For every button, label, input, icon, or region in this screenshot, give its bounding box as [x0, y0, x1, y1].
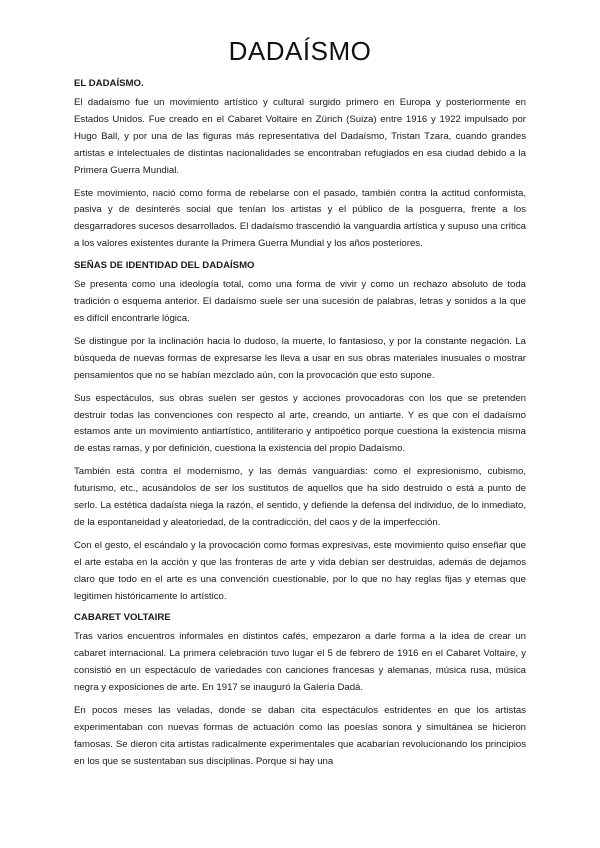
paragraph: Este movimiento, nació como forma de rebelarse con el pasado, también contra la actitud conformista, pasiva y de desinterés social que tenían los artistas y el público de la posguerra, frente a los desgarradores sucesos desarrollados. El dadaísmo trascendió la vanguardia artística y supuso una crítica a los valores existentes durante la Primera Guerra Mundial y los años posteriores.: [74, 187, 526, 250]
paragraph: También está contra el modernismo, y las demás vanguardias: como el expresionismo, cubismo, futurismo, etc., acusándolos de ser los sustitutos de aquellos que ha sido destruido o está a punto de serlo. La estética dadaísta niega la razón, el sentido, y defiende la defensa del individuo, de lo inmediato, de la espontaneidad y aleatoriedad, de la contradicción, del caos y de la imperfección.: [74, 466, 526, 528]
paragraph: En pocos meses las veladas, donde se daban cita espectáculos estridentes en que los artistas experimentaban con nuevas formas de actuación como las poesías sonora y simultánea se hicieron famosas. Se dieron cita artistas radicalmente experimentales que acabarían revolucionando los principios en los que se sustentaban sus disciplinas. Porque si hay una: [74, 705, 526, 767]
paragraph: El dadaísmo fue un movimiento artístico y cultural surgido primero en Europa y posteriormente en Estados Unidos. Fue creado en el Cabaret Voltaire en Zürich (Suiza) entre 1916 y 1922 impulsado por Hugo Ball, y por una de las figuras más representativa del Dadaísmo, Tristan Tzara, cuando grandes artistas e intelectuales de distintas nacionalidades se encontraban refugiados en esa ciudad debido a la Primera Guerra Mundial.: [74, 97, 526, 176]
paragraph: Se distingue por la inclinación hacia lo dudoso, la muerte, lo fantasioso, y por la constante negación. La búsqueda de nuevas formas de expresarse les lleva a usar en sus obras materiales inusuales o mostrar pensamientos que no se habían mezclado aún, con la provocación que esto supone.: [74, 335, 526, 381]
paragraph: Sus espectáculos, sus obras suelen ser gestos y acciones provocadoras con los que se pretenden destruir todas las convenciones con respecto al arte, creando, un antiarte. Y es que con el dadaísmo estamos ante un movimiento antiartístico, antiliterario y antipoético porque cuestiona la existencia misma de estas ramas, y por definición, cuestiona la existencia del propio Dadaísmo.: [74, 392, 526, 455]
document-title: DADAÍSMO: [228, 36, 372, 66]
paragraph: Se presenta como una ideología total, como una forma de vivir y como un rechazo absoluto de toda tradición o esquema anterior. El dadaísmo suele ser una sucesión de palabras, letras y sonidos a la que es difícil encontrarle lógica.: [74, 279, 526, 324]
section-heading: EL DADAÍSMO.: [74, 78, 144, 89]
section-heading: CABARET VOLTAIRE: [74, 612, 171, 624]
section-heading: SEÑAS DE IDENTIDAD DEL DADAÍSMO: [74, 260, 255, 272]
paragraph: Con el gesto, el escándalo y la provocación como formas expresivas, este movimiento quiso enseñar que el arte estaba en la acción y que las fronteras de arte y vida debían ser destruidas, además de dejamos claro que todo en el arte es una convención cuestionable, por lo que no hay reglas fijas y eternas que legitimen históricamente lo artístico.: [74, 539, 526, 602]
paragraph: Tras varios encuentros informales en distintos cafés, empezaron a darle forma a la idea de crear un cabaret internacional. La primera celebración tuvo lugar el 5 de febrero de 1916 en el Cabaret Voltaire, y consistió en un espectáculo de variedades con canciones francesas y alemanas, música rusa, música negra y exposiciones de arte. En 1917 se inauguró la Galería Dadá.: [74, 631, 526, 694]
